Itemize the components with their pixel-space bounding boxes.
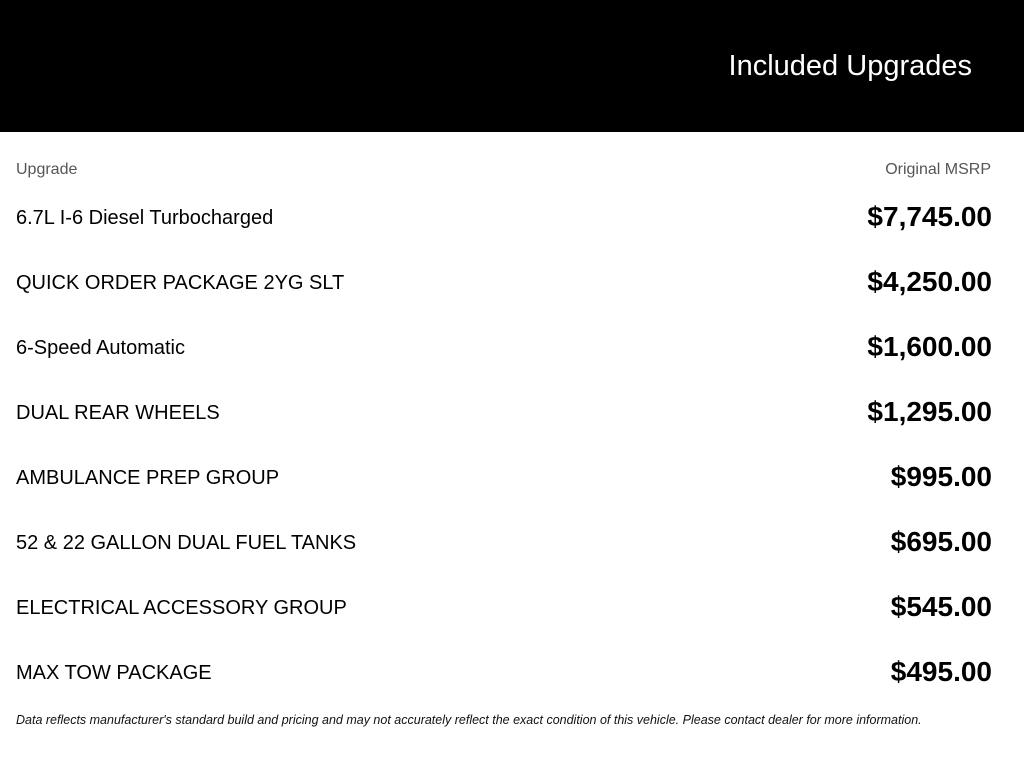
disclaimer-text: Data reflects manufacturer's standard build and pricing and may not accurately reflect the exact condition of this vehicle. Please contact dealer for more information. [16,713,922,727]
upgrade-row [0,640,1024,705]
upgrade-row [0,445,1024,510]
upgrade-row [0,575,1024,640]
upgrade-name: QUICK ORDER PACKAGE 2YG SLT [16,272,345,294]
upgrade-row [0,250,1024,315]
upgrade-price: $695.00 [890,526,992,557]
upgrade-price: $545.00 [890,591,992,622]
upgrade-price: $495.00 [890,656,992,687]
page-title: Included Upgrades [728,50,972,82]
upgrades-list [0,185,1024,705]
column-header-msrp: Original MSRP [885,161,991,178]
upgrade-name: ELECTRICAL ACCESSORY GROUP [16,597,347,619]
upgrade-name: 6.7L I-6 Diesel Turbocharged [16,207,274,229]
upgrade-name: 6-Speed Automatic [16,337,185,359]
upgrade-row [0,510,1024,575]
upgrade-name: MAX TOW PACKAGE [16,662,212,684]
upgrade-name: DUAL REAR WHEELS [16,402,220,424]
upgrade-row [0,315,1024,380]
upgrade-price: $1,295.00 [867,396,992,427]
upgrade-name: AMBULANCE PREP GROUP [16,467,280,489]
upgrade-row [0,185,1024,250]
upgrade-price: $4,250.00 [867,266,992,297]
upgrade-price: $1,600.00 [867,331,992,362]
header-banner [0,0,1024,132]
upgrade-row [0,380,1024,445]
column-header-upgrade: Upgrade [16,161,78,178]
upgrade-price: $995.00 [890,461,992,492]
upgrade-name: 52 & 22 GALLON DUAL FUEL TANKS [16,532,357,554]
upgrade-price: $7,745.00 [867,201,992,232]
